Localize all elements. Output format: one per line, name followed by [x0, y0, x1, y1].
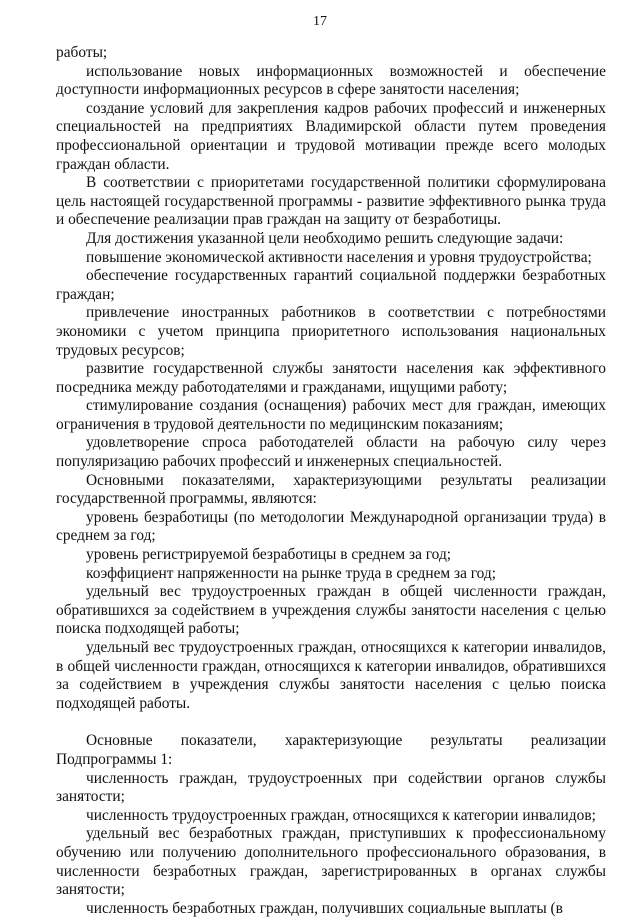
body-text — [56, 44, 606, 918]
paragraph: Для достижения указанной цели необходимо решить следующие задачи: — [86, 229, 564, 247]
paragraph: Основными показателями, характеризующими результаты реализации государственной программы, являются: — [56, 471, 606, 508]
paragraph: удельный вес безработных граждан, приступивших к профессиональному обучению или получению дополнительного профессионального образования, в численности безработных граждан, зарегистрированных в органах службы занятости; — [56, 825, 606, 899]
paragraph: уровень регистрируемой безработицы в среднем за год; — [86, 546, 452, 564]
paragraph: стимулирование создания (оснащения) рабочих мест для граждан, имеющих ограничения в трудовой деятельности по медицинским показаниям; — [56, 397, 606, 433]
paragraph: численность граждан, трудоустроенных при содействии органов службы занятости; — [56, 769, 606, 806]
paragraph: численность безработных граждан, получивших социальные выплаты (в — [86, 899, 563, 917]
paragraph: удельный вес трудоустроенных граждан в общей численности граждан, обратившихся за содействием в учреждения службы занятости населения с целью поиска подходящей работы; — [56, 583, 606, 638]
paragraph: обеспечение государственных гарантий социальной поддержки безработных граждан; — [56, 267, 606, 303]
paragraph: использование новых информационных возможностей и обеспечение доступности информационных ресурсов в сфере занятости населения; — [56, 62, 606, 99]
paragraph: численность трудоустроенных граждан, относящихся к категории инвалидов; — [86, 806, 596, 824]
paragraph: работы; — [56, 44, 108, 61]
paragraph: В соответствии с приоритетами государственной политики сформулирована цель настоящей государственной программы - развитие эффективного рынка труда и обеспечение реализации прав граждан на защиту от безработицы. — [56, 174, 606, 229]
paragraph: коэффициент напряженности на рынке труда в среднем за год; — [86, 564, 497, 582]
paragraph: удельный вес трудоустроенных граждан, относящихся к категории инвалидов, в общей численности граждан, относящихся к категории инвалидов, обратившихся за содействием в учреждения службы занятости населения с целью поиска подходящей работы. — [56, 639, 606, 712]
paragraph: создание условий для закрепления кадров рабочих профессий и инженерных специальностей на предприятиях Владимирской области путем проведения профессиональной ориентации и трудовой мотивации прежде всего молодых граждан области. — [56, 99, 606, 173]
paragraph: повышение экономической активности населения и уровня трудоустройства; — [86, 248, 592, 266]
page-number: 17 — [313, 14, 327, 29]
paragraph: уровень безработицы (по методологии Международной организации труда) в среднем за год; — [56, 508, 606, 545]
paragraph: удовлетворение спроса работодателей области на рабочую силу через популяризацию рабочих профессий и инженерных специальностей. — [56, 434, 606, 471]
paragraph: Основные показатели, характеризующие результаты реализации Подпрограммы 1: — [56, 732, 606, 768]
paragraph: привлечение иностранных работников в соответствии с потребностями экономики с учетом принципа приоритетного использования национальных трудовых ресурсов; — [56, 304, 606, 359]
paragraph: развитие государственной службы занятости населения как эффективного посредника между работодателями и гражданами, ищущими работу; — [56, 360, 606, 396]
